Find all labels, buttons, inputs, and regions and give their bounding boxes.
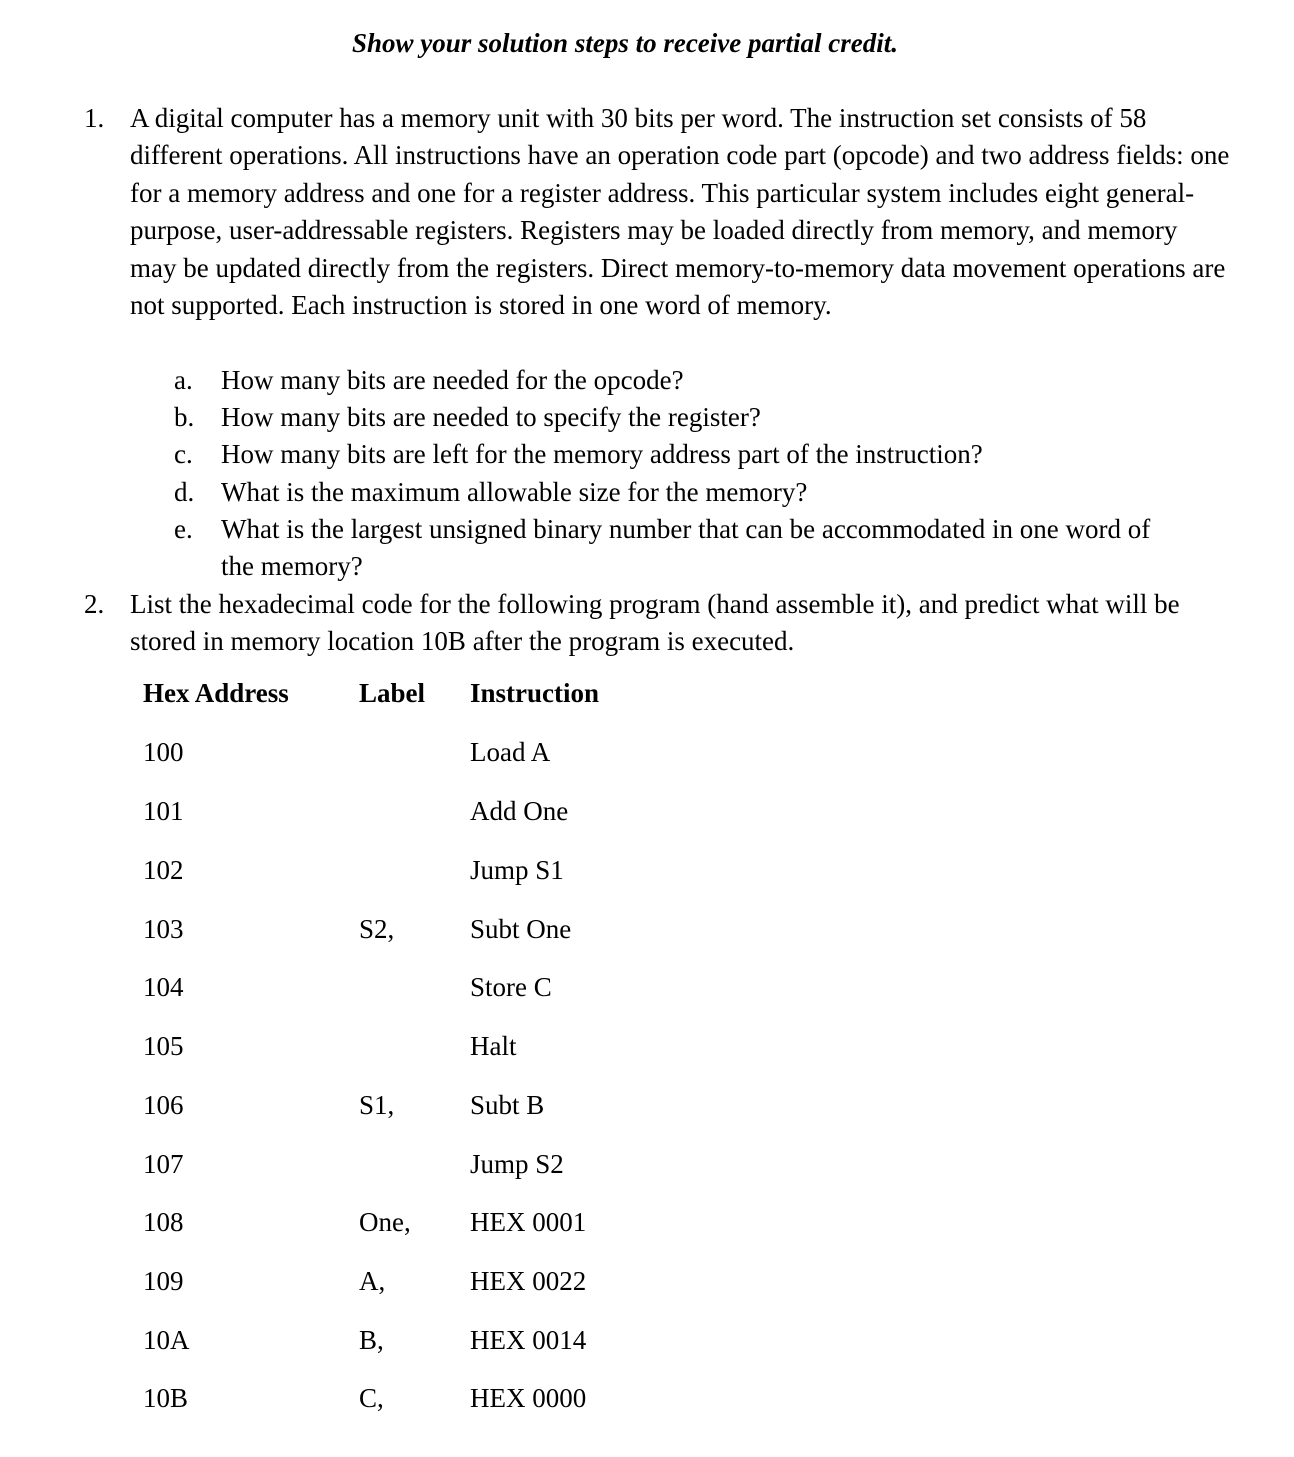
table-row [0, 850, 900, 890]
table-row [0, 732, 900, 772]
question-2-number: 2. [84, 589, 105, 619]
label: S1, [359, 1090, 395, 1120]
question-1-text: A digital computer has a memory unit with 30 bits per word. The instruction set consists of 58 different operations. All instructions have an operation code part (opcode) and two address fields: one for a memory address and one for a register address. This particular system includes eight general-purpose, user-addressable registers. Registers may be loaded directly from memory, and memory may be updated directly from the registers. Direct memory-to-memory data movement operations are not supported. Each instruction is stored in one word of memory. [130, 103, 1230, 321]
instruction: Store C [470, 972, 552, 1002]
part-a-letter: a. [174, 365, 193, 395]
hex-address: 100 [143, 737, 184, 767]
instruction: Jump S2 [470, 1149, 564, 1179]
question-2-text: List the hexadecimal code for the following program (hand assemble it), and predict what will be stored in memory location 10B after the program is executed. [130, 589, 1180, 657]
instruction: Subt B [470, 1090, 545, 1120]
header-label: Label [359, 678, 426, 708]
table-row [0, 1261, 900, 1301]
hex-address: 103 [143, 914, 184, 944]
table-row [0, 1144, 900, 1184]
part-c-letter: c. [174, 439, 193, 469]
table-row [0, 1026, 900, 1066]
label: One, [359, 1207, 411, 1237]
instruction: Jump S1 [470, 855, 564, 885]
part-d-text: What is the maximum allowable size for the memory? [221, 477, 808, 507]
part-c-text: How many bits are left for the memory address part of the instruction? [221, 439, 983, 469]
hex-address: 105 [143, 1031, 184, 1061]
header-instruction: Instruction [470, 678, 600, 708]
table-row [0, 1085, 900, 1125]
instruction: HEX 0001 [470, 1207, 587, 1237]
page-title: Show your solution steps to receive partial credit. [351, 28, 898, 58]
instruction: Load A [470, 737, 551, 767]
header-hex-address: Hex Address [143, 678, 289, 708]
label: B, [359, 1325, 384, 1355]
hex-address: 10B [143, 1383, 189, 1413]
table-row [0, 967, 900, 1007]
instruction: Subt One [470, 914, 572, 944]
part-d-letter: d. [174, 477, 195, 507]
hex-address: 106 [143, 1090, 184, 1120]
table-row [0, 791, 900, 831]
part-e-letter: e. [174, 514, 193, 544]
instruction: HEX 0022 [470, 1266, 587, 1296]
hex-address: 108 [143, 1207, 184, 1237]
hex-address: 107 [143, 1149, 184, 1179]
hex-address: 10A [143, 1325, 190, 1355]
hex-address: 104 [143, 972, 184, 1002]
part-a-text: How many bits are needed for the opcode? [221, 365, 684, 395]
table-row [0, 909, 900, 949]
part-b-text: How many bits are needed to specify the register? [221, 402, 761, 432]
table-row [0, 1202, 900, 1242]
hex-address: 101 [143, 796, 184, 826]
instruction: HEX 0000 [470, 1383, 587, 1413]
hex-address: 109 [143, 1266, 184, 1296]
table-row [0, 1320, 900, 1360]
table-row [0, 1378, 900, 1418]
instruction: Add One [470, 796, 569, 826]
label: C, [359, 1383, 384, 1413]
part-b-letter: b. [174, 402, 195, 432]
instruction: HEX 0014 [470, 1325, 587, 1355]
question-1-number: 1. [84, 103, 105, 133]
instruction: Halt [470, 1031, 517, 1061]
part-e-text: What is the largest unsigned binary number that can be accommodated in one word of the memory? [221, 514, 1151, 582]
hex-address: 102 [143, 855, 184, 885]
label: S2, [359, 914, 395, 944]
label: A, [359, 1266, 386, 1296]
